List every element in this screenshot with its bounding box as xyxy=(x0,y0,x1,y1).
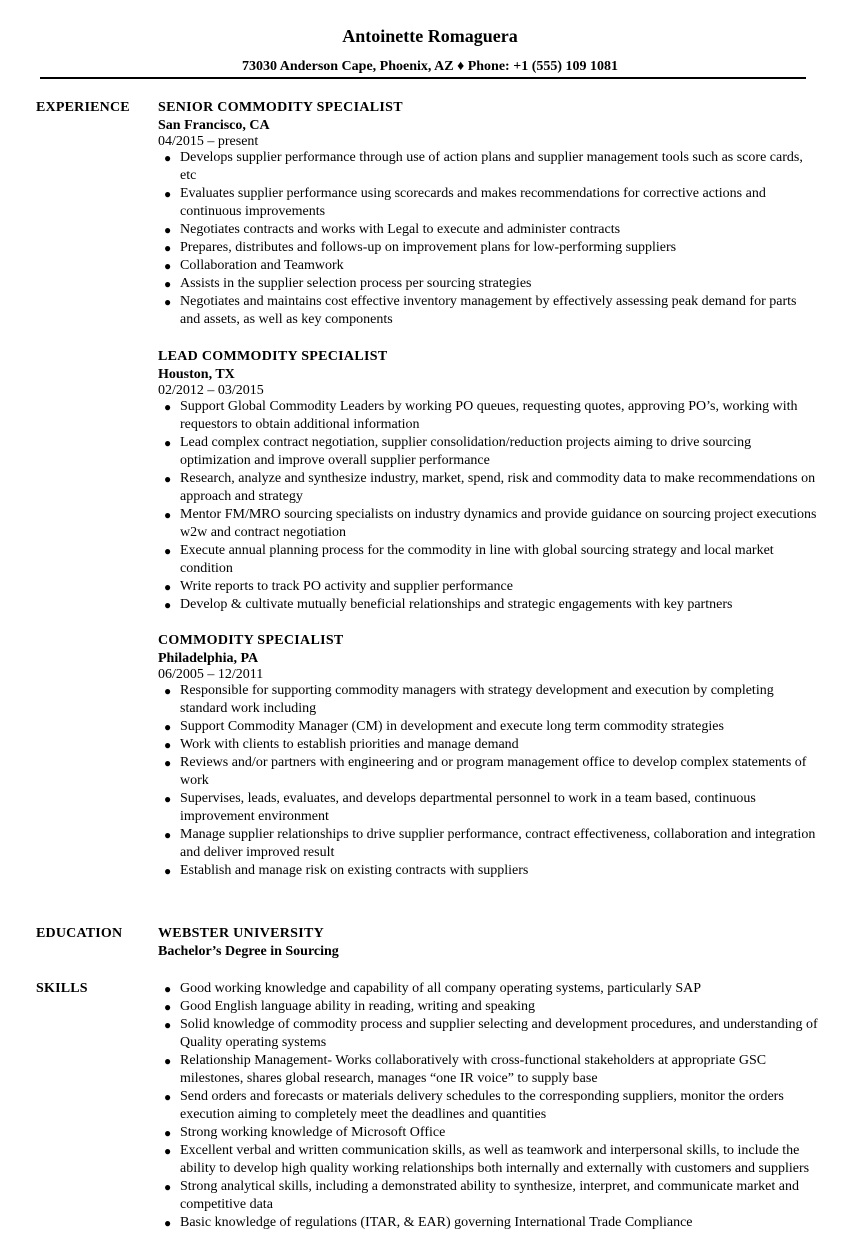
bullet-dot-icon: ● xyxy=(164,580,172,594)
bullet-item xyxy=(158,736,818,754)
bullet-text: Supervises, leads, evaluates, and develops departmental personnel to work in a team based, continuous improvement environment xyxy=(180,791,756,824)
bullet-item xyxy=(158,398,818,434)
bullet-text: Prepares, distributes and follows-up on improvement plans for low-performing suppliers xyxy=(180,240,677,255)
bullet-dot-icon: ● xyxy=(164,508,172,522)
bullet-dot-icon: ● xyxy=(164,684,172,698)
skill-item xyxy=(158,1142,818,1178)
bullet-text: Research, analyze and synthesize industry, market, spend, risk and commodity data to make recommendations on approach and strategy xyxy=(180,471,816,504)
skill-text: Solid knowledge of commodity process and supplier selecting and development procedures, and understanding of Quality operating systems xyxy=(180,1017,818,1050)
bullet-dot-icon: ● xyxy=(164,400,172,414)
bullet-item xyxy=(158,754,818,790)
header-divider xyxy=(40,77,806,79)
bullet-text: Lead complex contract negotiation, supplier consolidation/reduction projects aiming to drive sourcing optimization and improve overall supplier performance xyxy=(180,435,752,468)
bullet-item xyxy=(158,542,818,578)
skill-text: Good working knowledge and capability of all company operating systems, particularly SAP xyxy=(180,981,702,996)
skill-text: Good English language ability in reading, writing and speaking xyxy=(180,999,535,1014)
bullet-text: Negotiates contracts and works with Legal to execute and administer contracts xyxy=(180,222,621,237)
bullet-dot-icon: ● xyxy=(164,864,172,878)
job-title: LEAD COMMODITY SPECIALIST xyxy=(158,349,388,364)
bullet-text: Responsible for supporting commodity managers with strategy development and execution by completing standard work including xyxy=(180,683,774,716)
job-location: Houston, TX xyxy=(158,367,235,382)
skill-item xyxy=(158,1088,818,1124)
bullet-text: Work with clients to establish priorities and manage demand xyxy=(180,737,519,752)
bullet-item xyxy=(158,470,818,506)
bullet-text: Execute annual planning process for the commodity in line with global sourcing strategy and local market condition xyxy=(180,543,774,576)
job-bullets xyxy=(158,149,818,329)
bullet-item xyxy=(158,578,818,596)
skill-text: Basic knowledge of regulations (ITAR, & EAR) governing International Trade Compliance xyxy=(180,1215,693,1230)
bullet-dot-icon: ● xyxy=(164,241,172,255)
skill-item xyxy=(158,980,818,998)
job-dates: 04/2015 – present xyxy=(158,134,259,149)
bullet-item xyxy=(158,596,818,614)
job-location: San Francisco, CA xyxy=(158,118,270,133)
bullet-item xyxy=(158,185,818,221)
bullet-dot-icon: ● xyxy=(164,756,172,770)
school-name: WEBSTER UNIVERSITY xyxy=(158,926,325,941)
bullet-dot-icon: ● xyxy=(164,223,172,237)
bullet-text: Manage supplier relationships to drive supplier performance, contract effectiveness, collaboration and integration and deliver improved result xyxy=(180,827,816,860)
bullet-dot-icon: ● xyxy=(164,259,172,273)
bullet-item xyxy=(158,862,818,880)
bullet-dot-icon: ● xyxy=(164,598,172,612)
job-dates: 06/2005 – 12/2011 xyxy=(158,667,264,682)
bullet-dot-icon: ● xyxy=(164,720,172,734)
skill-item xyxy=(158,1124,818,1142)
bullet-item xyxy=(158,506,818,542)
bullet-dot-icon: ● xyxy=(164,1054,172,1068)
bullet-dot-icon: ● xyxy=(164,1126,172,1140)
skill-text: Relationship Management- Works collaboratively with cross-functional stakeholders at appropriate GSC milestones, shares global research, manages “one IR voice” to supply base xyxy=(180,1053,767,1086)
bullet-text: Assists in the supplier selection process per sourcing strategies xyxy=(180,276,532,291)
bullet-dot-icon: ● xyxy=(164,277,172,291)
degree-name: Bachelor’s Degree in Sourcing xyxy=(158,944,339,959)
skill-text: Strong analytical skills, including a demonstrated ability to synthesize, interpret, and communicate market and competitive data xyxy=(180,1179,799,1212)
experience-body xyxy=(158,99,818,896)
bullet-item xyxy=(158,434,818,470)
skill-item xyxy=(158,1052,818,1088)
bullet-text: Negotiates and maintains cost effective inventory management by effectively assessing peak demand for parts and assets, as well as key components xyxy=(180,294,797,327)
skills-body xyxy=(158,980,818,1232)
skills-list xyxy=(158,980,818,1232)
bullet-item xyxy=(158,221,818,239)
bullet-text: Reviews and/or partners with engineering and or program management office to develop complex statements of work xyxy=(180,755,807,788)
bullet-text: Collaboration and Teamwork xyxy=(180,258,344,273)
bullet-item xyxy=(158,275,818,293)
section-label-experience: EXPERIENCE xyxy=(36,100,130,115)
bullet-item xyxy=(158,718,818,736)
job-bullets xyxy=(158,398,818,614)
bullet-item xyxy=(158,257,818,275)
bullet-text: Develops supplier performance through use of action plans and supplier management tools such as score cards, etc xyxy=(180,150,803,183)
bullet-text: Evaluates supplier performance using scorecards and makes recommendations for corrective actions and continuous improvements xyxy=(180,186,766,219)
bullet-dot-icon: ● xyxy=(164,1180,172,1194)
bullet-dot-icon: ● xyxy=(164,151,172,165)
job-title: COMMODITY SPECIALIST xyxy=(158,633,344,648)
bullet-item xyxy=(158,790,818,826)
skill-text: Send orders and forecasts or materials delivery schedules to the corresponding suppliers, monitor the orders execution aiming to completely meet the deadlines and quantities xyxy=(180,1089,784,1122)
bullet-dot-icon: ● xyxy=(164,982,172,996)
contact-line: 73030 Anderson Cape, Phoenix, AZ ♦ Phone: +1 (555) 109 1081 xyxy=(241,59,619,74)
bullet-item xyxy=(158,682,818,718)
bullet-dot-icon: ● xyxy=(164,187,172,201)
bullet-dot-icon: ● xyxy=(164,738,172,752)
bullet-item xyxy=(158,239,818,257)
bullet-text: Mentor FM/MRO sourcing specialists on industry dynamics and provide guidance on sourcing project executions w2w and contract negotiation xyxy=(180,507,817,540)
bullet-dot-icon: ● xyxy=(164,436,172,450)
skill-item xyxy=(158,998,818,1016)
job-entry xyxy=(158,99,818,329)
bullet-dot-icon: ● xyxy=(164,295,172,309)
bullet-dot-icon: ● xyxy=(164,1144,172,1158)
section-label-skills: SKILLS xyxy=(36,981,88,996)
bullet-text: Write reports to track PO activity and supplier performance xyxy=(180,579,513,594)
bullet-dot-icon: ● xyxy=(164,544,172,558)
bullet-text: Support Commodity Manager (CM) in development and execute long term commodity strategies xyxy=(180,719,724,734)
bullet-dot-icon: ● xyxy=(164,1018,172,1032)
job-entry xyxy=(158,348,818,614)
job-dates: 02/2012 – 03/2015 xyxy=(158,383,264,398)
bullet-dot-icon: ● xyxy=(164,828,172,842)
job-title: SENIOR COMMODITY SPECIALIST xyxy=(158,100,403,115)
skill-text: Excellent verbal and written communication skills, as well as teamwork and interpersonal skills, to include the ability to develop high quality working relationships both internally and externally with customers and suppliers xyxy=(180,1143,810,1176)
skill-text: Strong working knowledge of Microsoft Office xyxy=(180,1125,446,1140)
job-location: Philadelphia, PA xyxy=(158,651,259,666)
bullet-dot-icon: ● xyxy=(164,1000,172,1014)
education-body xyxy=(158,925,818,961)
job-entry xyxy=(158,632,818,880)
bullet-text: Establish and manage risk on existing contracts with suppliers xyxy=(180,863,529,878)
bullet-text: Develop & cultivate mutually beneficial relationships and strategic engagements with key partners xyxy=(180,597,733,612)
bullet-text: Support Global Commodity Leaders by working PO queues, requesting quotes, approving PO’s, working with requestors to obtain additional information xyxy=(180,399,798,432)
bullet-dot-icon: ● xyxy=(164,1216,172,1230)
skill-item xyxy=(158,1214,818,1232)
bullet-dot-icon: ● xyxy=(164,792,172,806)
bullet-dot-icon: ● xyxy=(164,1090,172,1104)
bullet-item xyxy=(158,826,818,862)
bullet-item xyxy=(158,293,818,329)
candidate-name: Antoinette Romaguera xyxy=(342,26,518,46)
bullet-item xyxy=(158,149,818,185)
bullet-dot-icon: ● xyxy=(164,472,172,486)
skill-item xyxy=(158,1016,818,1052)
section-label-education: EDUCATION xyxy=(36,926,123,941)
job-bullets xyxy=(158,682,818,880)
skill-item xyxy=(158,1178,818,1214)
